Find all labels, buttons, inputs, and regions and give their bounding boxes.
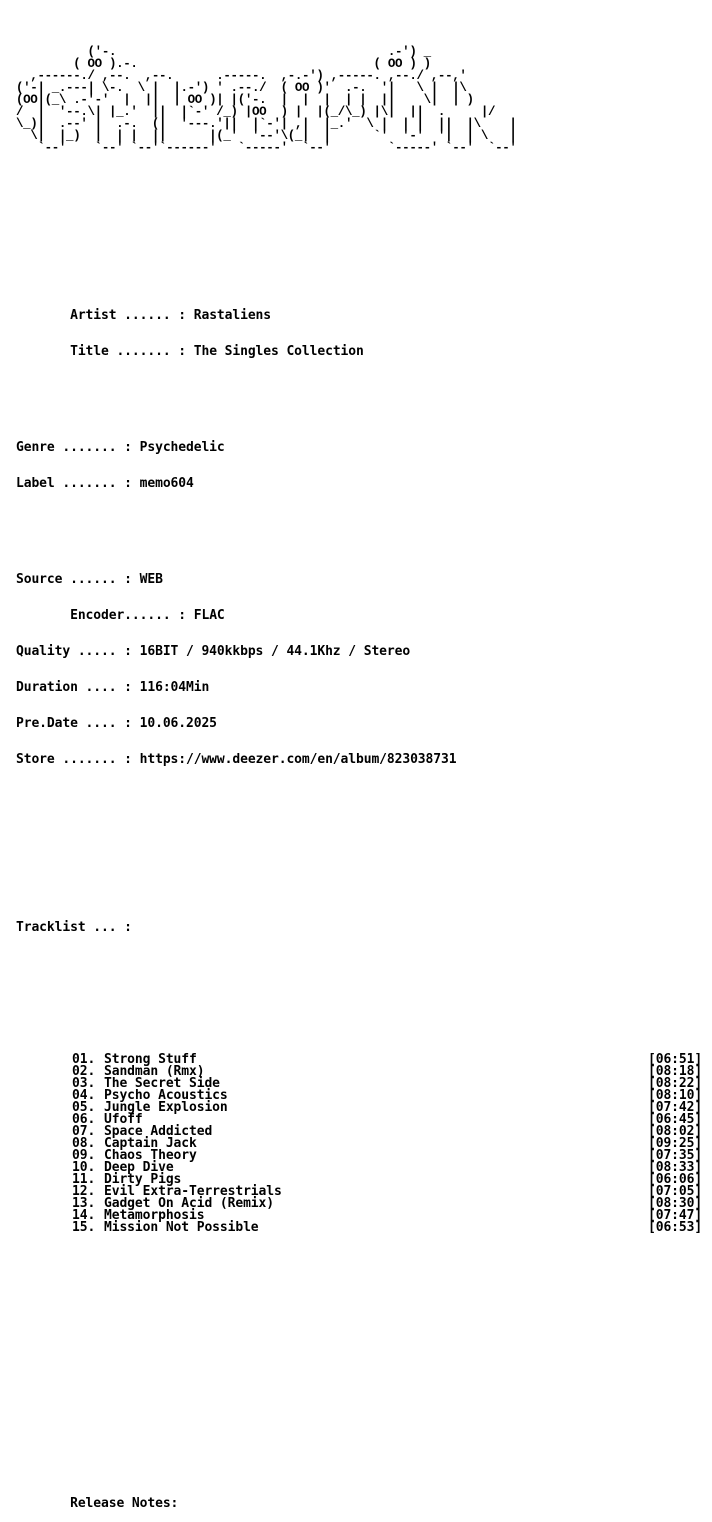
track-duration: [08:10] [648,1088,703,1103]
track-title: Mission Not Possible [104,1220,259,1235]
track-title: Jungle Explosion [104,1100,228,1115]
track-title: Ufoff [104,1112,143,1127]
encoder-line [16,610,517,622]
track-row [16,1052,703,1067]
store-url: https://www.deezer.com/en/album/823038731 [139,752,457,767]
falcon-ascii-logo: ('-. .-') _ ( OO ).-. ( OO ) ) ,------./ ,--. ,--. .-----. ,-.-') ,-----. ,--./ ,--,' ('-| _.---| \-. \ | |.-') ' .--./ ( OO )' .-. '| \ | |\ (OO|(_\ .-'-' | || | OO )| |('-. | | | | | || \| | ) / | '--.\| |_.' || |`-' /_) |OO ) | |(_/\_) |\| || . |/ \_)| .--' | .-. (| '---.'|| |`-'| ,| |_.' \ | | | || |\ | \| |_) | | | || |(_' '--'\(_| | `' '-' '| | \ | `--' `--' `--'`------' `-----' `--' `-----' `--' `--' [16,45,517,155]
track-row [16,1208,703,1223]
track-number: 05. [72,1100,96,1115]
source-value: WEB [139,572,163,587]
track-duration: [06:06] [648,1172,703,1187]
track-number: 08. [72,1136,96,1151]
track-row [16,1088,703,1103]
track-duration: [08:22] [648,1076,703,1091]
track-duration: [08:30] [648,1196,703,1211]
track-row [16,1148,703,1163]
track-title: Psycho Acoustics [104,1088,228,1103]
track-duration: [06:53] [648,1220,703,1235]
source-label: Source ...... : [16,572,132,587]
track-row [16,1064,703,1079]
genre-value: Psychedelic [139,440,225,455]
track-duration: [07:42] [648,1100,703,1115]
track-number: 06. [72,1112,96,1127]
track-title: Space Addicted [104,1124,213,1139]
track-duration: [06:45] [648,1112,703,1127]
label-value: memo604 [139,476,194,491]
nfo-document [16,22,703,1522]
track-row [16,1124,703,1139]
track-row [16,1172,703,1187]
track-row [16,1100,703,1115]
store-label: Store ....... : [16,752,132,767]
tracklist [16,1052,703,1235]
track-title: Chaos Theory [104,1148,197,1163]
track-number: 13. [72,1196,96,1211]
track-duration: [07:47] [648,1208,703,1223]
track-title: Captain Jack [104,1136,197,1151]
store-line [16,754,517,766]
quality-value: 16BIT / 940kkbps / 44.1Khz / Stereo [139,644,411,659]
track-title: Metamorphosis [104,1208,205,1223]
release-notes-line [16,1498,517,1510]
title-line [16,346,517,358]
predate-label: Pre.Date .... : [16,716,132,731]
track-number: 04. [72,1088,96,1103]
encoder-label: Encoder...... : [70,608,186,623]
artist-line [16,310,517,322]
quality-label: Quality ..... : [16,644,132,659]
track-title: Dirty Pigs [104,1172,182,1187]
track-duration: [09:25] [648,1136,703,1151]
genre-line [16,442,517,454]
track-number: 10. [72,1160,96,1175]
track-row [16,1184,703,1199]
duration-line [16,682,517,694]
tracklist-heading: Tracklist ... : [16,920,132,935]
track-row [16,1220,703,1235]
track-title: Evil Extra-Terrestrials [104,1184,282,1199]
track-number: 01. [72,1052,96,1067]
track-number: 12. [72,1184,96,1199]
duration-value: 116:04Min [139,680,210,695]
track-title: Deep Dive [104,1160,174,1175]
track-title: Gadget On Acid (Remix) [104,1196,274,1211]
track-number: 03. [72,1076,96,1091]
track-row [16,1112,703,1127]
track-row [16,1136,703,1151]
artist-value: Rastaliens [193,308,272,323]
title-value: The Singles Collection [193,344,364,359]
track-duration: [07:05] [648,1184,703,1199]
track-duration: [07:35] [648,1148,703,1163]
duration-label: Duration .... : [16,680,132,695]
encoder-value: FLAC [193,608,225,623]
label-line [16,478,517,490]
track-duration: [06:51] [648,1052,703,1067]
label-label: Label ....... : [16,476,132,491]
predate-line [16,718,517,730]
track-number: 07. [72,1124,96,1139]
predate-value: 10.06.2025 [139,716,217,731]
track-number: 09. [72,1148,96,1163]
release-notes-heading: Release Notes: [70,1496,179,1511]
track-number: 14. [72,1208,96,1223]
track-row [16,1076,703,1091]
track-number: 15. [72,1220,96,1235]
genre-label: Genre ....... : [16,440,132,455]
track-title: Strong Stuff [104,1052,197,1067]
track-duration: [08:33] [648,1160,703,1175]
source-line [16,574,517,586]
track-number: 02. [72,1064,96,1079]
track-number: 11. [72,1172,96,1187]
artist-label: Artist ...... : [70,308,186,323]
track-title: The Secret Side [104,1076,220,1091]
track-row [16,1196,703,1211]
title-label: Title ....... : [70,344,186,359]
track-duration: [08:18] [648,1064,703,1079]
track-row [16,1160,703,1175]
track-duration: [08:02] [648,1124,703,1139]
quality-line [16,646,517,658]
track-title: Sandman (Rmx) [104,1064,205,1079]
